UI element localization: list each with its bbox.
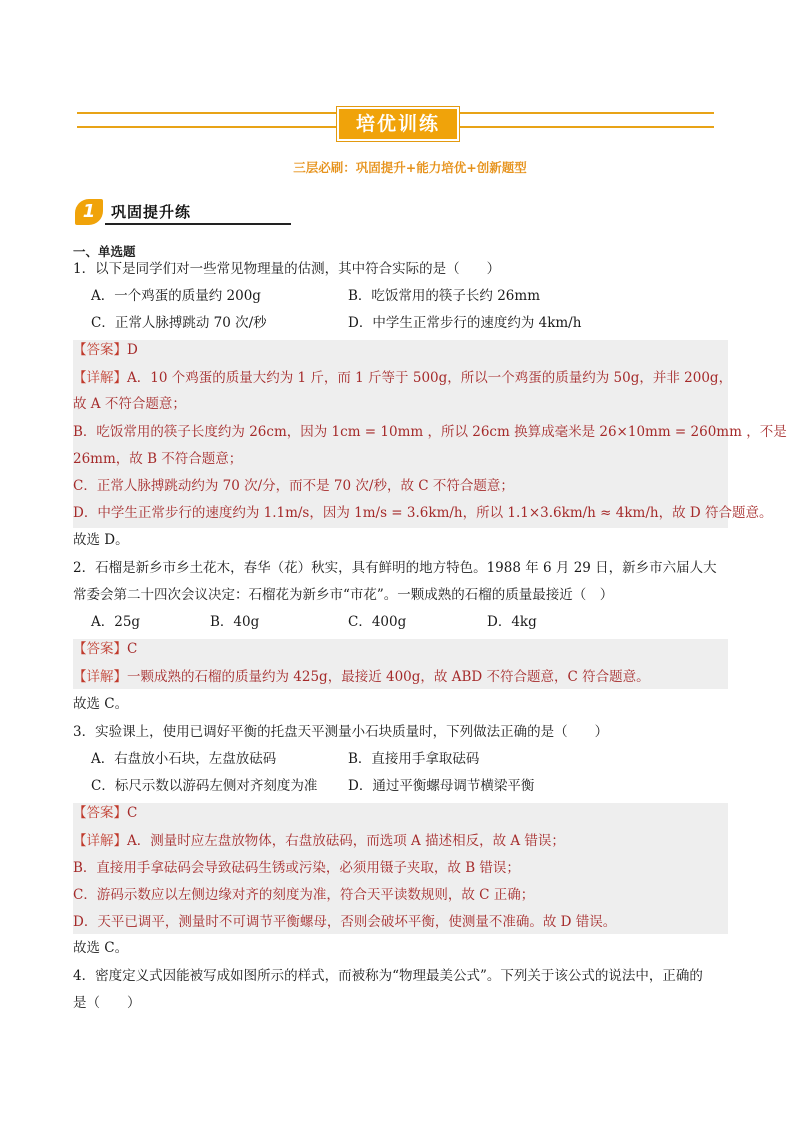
q1-detail-line: D．中学生正常步行的速度约为 1.1m/s，因为 1m/s = 3.6km/h，所以 1.1×3.6km/h ≈ 4km/h，故 D 符合题意。 [73,505,773,521]
section-number-badge: 1 [75,199,103,225]
q1-stem: 1．以下是同学们对一些常见物理量的估测，其中符合实际的是（ ） [73,261,501,277]
answer-tag: 【答案】 [73,805,127,821]
q1-detail-line: 26mm，故 B 不符合题意； [73,451,243,467]
q2-answer [73,639,137,659]
answer-tag: 【详解】 [73,370,127,386]
q3-option-c: C．标尺示数以游码左侧对齐刻度为准 [91,778,318,794]
q2-detail-line [73,667,650,687]
subtitle [0,158,794,176]
answer-text: D [127,342,138,358]
answer-tag: 【答案】 [73,342,127,358]
answer-tag: 【详解】 [73,669,127,685]
q4-stem-line2: 是（ ） [73,995,141,1011]
answer-text: C [127,641,138,657]
q3-detail-line [73,831,565,851]
q3-option-b: B．直接用手拿取砝码 [348,751,480,767]
answer-text: 一颗成熟的石榴的质量约为 425g，最接近 400g，故 ABD 不符合题意，C 符合题意。 [127,669,650,685]
q1-option-c: C．正常人脉搏跳动 70 次/秒 [91,315,267,331]
q1-answer-block [73,340,787,528]
answer-text: C [127,805,138,821]
q1-detail-line [73,368,732,388]
answer-tag: 【答案】 [73,641,127,657]
q3-conclusion: 故选 C。 [73,940,129,956]
q1-answer [73,340,138,360]
q1-conclusion: 故选 D。 [73,532,129,548]
section-title: 巩固提升练 [111,203,192,221]
q3-option-a: A．右盘放小石块，左盘放砝码 [91,751,277,767]
q1-detail-line: C．正常人脉搏跳动约为 70 次/分，而不是 70 次/秒，故 C 不符合题意； [73,478,514,494]
q3-stem: 3．实验课上，使用已调好平衡的托盘天平测量小石块质量时，下列做法正确的是（ ） [73,724,609,740]
q3-option-d: D．通过平衡螺母调节横梁平衡 [348,778,535,794]
q1-option-b: B．吃饭常用的筷子长约 26mm [348,288,540,304]
q1-option-d: D．中学生正常步行的速度约为 4km/h [348,315,582,331]
q3-detail-line: C．游码示数应以左侧边缘对齐的刻度为准，符合天平读数规则，故 C 正确； [73,887,535,903]
q2-stem-line2: 常委会第二十四次会议决定：石榴花为新乡市“市花”。一颗成熟的石榴的质量最接近（ ） [73,587,614,603]
q3-detail-line: D．天平已调平，测量时不可调节平衡螺母，否则会破坏平衡，使测量不准确。故 D 错误。 [73,914,617,930]
q2-option-d: D．4kg [487,614,537,630]
q3-detail-line: B．直接用手拿砝码会导致砝码生锈或污染，必须用镊子夹取，故 B 错误； [73,860,520,876]
answer-text: A．测量时应左盘放物体，右盘放砝码，而选项 A 描述相反，故 A 错误； [127,833,565,849]
q2-option-a: A．25g [91,614,141,630]
answer-tag: 【详解】 [73,833,127,849]
q1-option-a: A．一个鸡蛋的质量约 200g [91,288,261,304]
banner-title: 培优训练 [337,107,459,141]
q3-answer-block [73,803,728,934]
answer-text: A．10 个鸡蛋的质量大约为 1 斤，而 1 斤等于 500g，所以一个鸡蛋的质量约为 50g，并非 200g， [127,370,733,386]
q1-detail-line: 故 A 不符合题意； [73,396,186,412]
q2-option-b: B．40g [210,614,260,630]
q2-option-c: C．400g [348,614,407,630]
q4-stem-line1: 4．密度定义式因能被写成如图所示的样式，而被称为“物理最美公式”。下列关于该公式的说法中，正确的 [73,968,703,984]
q1-detail-line: B．吃饭常用的筷子长度约为 26cm，因为 1cm = 10mm ，所以 26cm 换算成毫米是 26×10mm = 260mm ，不是 [73,424,787,440]
q2-stem-line1: 2．石榴是新乡市乡土花木，春华（花）秋实，具有鲜明的地方特色。1988 年 6 月 29 日，新乡市六届人大 [73,560,717,576]
section-header [75,199,220,225]
part-heading: 一、单选题 [73,244,136,259]
q2-answer-block [73,639,728,689]
q3-answer [73,803,137,823]
section-underline [105,223,291,225]
subtitle-text: 三层必刷：巩固提升+能力培优+创新题型 [293,160,527,175]
q2-conclusion: 故选 C。 [73,696,129,712]
